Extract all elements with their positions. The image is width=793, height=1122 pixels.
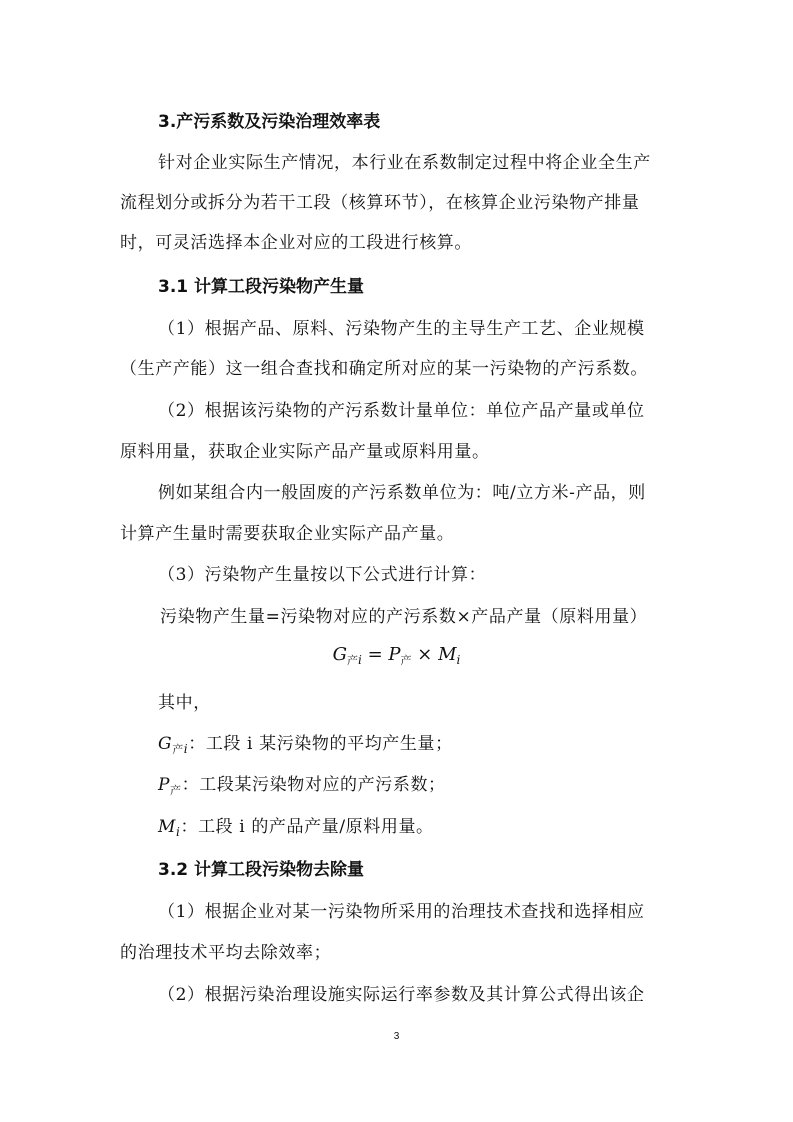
page-number: 3: [393, 1031, 400, 1042]
item3-line: （3）污染物产生量按以下公式进行计算：: [158, 565, 487, 585]
def-g-i: i: [183, 742, 189, 756]
s32-item2-line-1: （2）根据污染治理设施实际运行率参数及其计算公式得出该企: [158, 985, 645, 1005]
definition-m: [158, 812, 434, 839]
formula-p-sub: 产: [400, 654, 412, 667]
where-label: 其中，: [158, 693, 211, 713]
example-line-2: 计算产生量时需要获取企业实际产品产量。: [120, 524, 455, 544]
def-p-sub: 产: [170, 784, 182, 797]
s32-item1-line-2: 的治理技术平均去除效率；: [120, 943, 332, 963]
item1-line-2: （生产产能）这一组合查找和确定所对应的某一污染物的产污系数。: [120, 359, 648, 379]
section-3-1-title: 3.1 计算工段污染物产生量: [158, 277, 365, 297]
definition-p: [158, 770, 446, 798]
example-line-1: 例如某组合内一般固废的产污系数单位为：吨/立方米-产品，则: [158, 483, 646, 503]
item1-line-1: （1）根据产品、原料、污染物产生的主导生产工艺、企业规模: [158, 319, 645, 339]
formula-text: 污染物产生量=污染物对应的产污系数×产品产量（原料用量）: [160, 607, 648, 627]
formula-eq: =: [361, 644, 389, 665]
def-p-symbol: P: [158, 775, 171, 795]
intro-line-1: 针对企业实际生产情况，本行业在系数制定过程中将企业全生产: [158, 153, 651, 173]
def-m-symbol: M: [158, 817, 177, 837]
formula-g-sub: 产: [347, 654, 359, 667]
def-g-symbol: G: [158, 734, 173, 754]
def-m-i: i: [176, 825, 181, 839]
def-m-text: ：工段 i 的产品产量/原料用量。: [180, 817, 434, 837]
formula-m-i: i: [456, 653, 461, 667]
section-3-2-title: 3.2 计算工段污染物去除量: [158, 860, 365, 880]
def-g-sub: 产: [172, 743, 184, 756]
intro-line-3: 时，可灵活选择本企业对应的工段进行核算。: [120, 233, 472, 253]
formula-g-i: i: [358, 653, 362, 667]
formula-p: P: [388, 644, 401, 665]
intro-line-2: 流程划分或拆分为若干工段（核算环节），在核算企业污染物产排量: [120, 193, 640, 213]
def-g-text: ：工段 i 某污染物的平均产生量；: [188, 734, 453, 754]
def-p-text: ：工段某污染物对应的产污系数；: [181, 775, 446, 795]
formula-times: ×: [411, 644, 439, 665]
formula-g: G: [332, 644, 348, 665]
definition-g: [158, 729, 453, 757]
formula-m: M: [438, 644, 457, 665]
section-3-title: 3.产污系数及污染治理效率表: [158, 112, 381, 132]
item2-line-1: （2）根据该污染物的产污系数计量单位：单位产品产量或单位: [158, 401, 645, 421]
s32-item1-line-1: （1）根据企业对某一污染物所采用的治理技术查找和选择相应: [158, 902, 645, 922]
formula-equation: [0, 644, 793, 668]
item2-line-2: 原料用量，获取企业实际产品产量或原料用量。: [120, 442, 490, 462]
